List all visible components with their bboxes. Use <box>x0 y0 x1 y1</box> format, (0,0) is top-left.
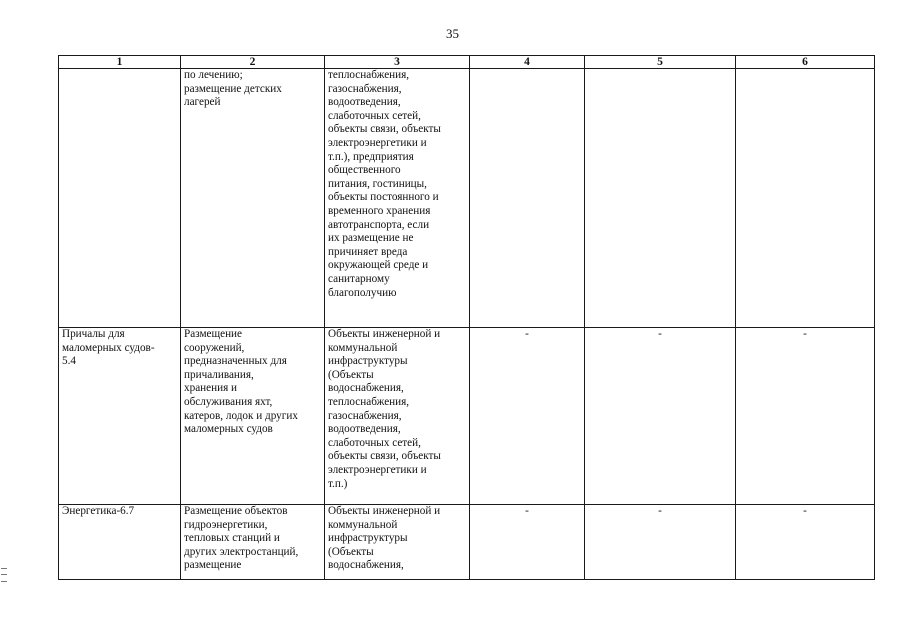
table-row <box>59 505 875 580</box>
table-row <box>59 328 875 505</box>
table-cell-col6: - <box>736 328 875 505</box>
table-cell-col5 <box>585 69 736 328</box>
land-use-table <box>58 55 875 580</box>
table-cell-description: Размещение сооружений, предназначенных для причаливания, хранения и обслуживания яхт, катеров, лодок и других маломерных судов <box>181 328 325 505</box>
table-cell-col4 <box>470 69 585 328</box>
table-cell-permitted-objects: Объекты инженерной и коммунальной инфраструктуры (Объекты водоснабжения, <box>325 505 470 580</box>
table-cell-use-name: Энергетика-6.7 <box>59 505 181 580</box>
column-header-5: 5 <box>585 56 736 69</box>
table-cell-col5: - <box>585 328 736 505</box>
table-cell-description: Размещение объектов гидроэнергетики, тепловых станций и других электростанций, размещение <box>181 505 325 580</box>
column-header-6: 6 <box>736 56 875 69</box>
table-cell-description: по лечению; размещение детских лагерей <box>181 69 325 328</box>
table-cell-col5: - <box>585 505 736 580</box>
column-header-3: 3 <box>325 56 470 69</box>
table-header-row <box>59 56 875 69</box>
table-cell-use-name: Причалы для маломерных судов- 5.4 <box>59 328 181 505</box>
table-cell-use-name <box>59 69 181 328</box>
table-row <box>59 69 875 328</box>
binding-margin-mark <box>1 568 7 582</box>
table-cell-permitted-objects: Объекты инженерной и коммунальной инфраструктуры (Объекты водоснабжения, теплоснабжения, газоснабжения, водоотведения, слаботочных сетей, объекты связи, объекты электроэнергетики и т.п.) <box>325 328 470 505</box>
table-cell-permitted-objects: теплоснабжения, газоснабжения, водоотведения, слаботочных сетей, объекты связи, объекты электроэнергетики и т.п.), предприятия общественного питания, гостиницы, объекты постоянного и временного хранения автотранспорта, если их размещение не причиняет вреда окружающей среде и санитарному благополучию <box>325 69 470 328</box>
column-header-2: 2 <box>181 56 325 69</box>
table-cell-col4: - <box>470 328 585 505</box>
page-number: 35 <box>446 26 459 41</box>
column-header-4: 4 <box>470 56 585 69</box>
table-cell-col4: - <box>470 505 585 580</box>
table-cell-col6 <box>736 69 875 328</box>
column-header-1: 1 <box>59 56 181 69</box>
table-cell-col6: - <box>736 505 875 580</box>
